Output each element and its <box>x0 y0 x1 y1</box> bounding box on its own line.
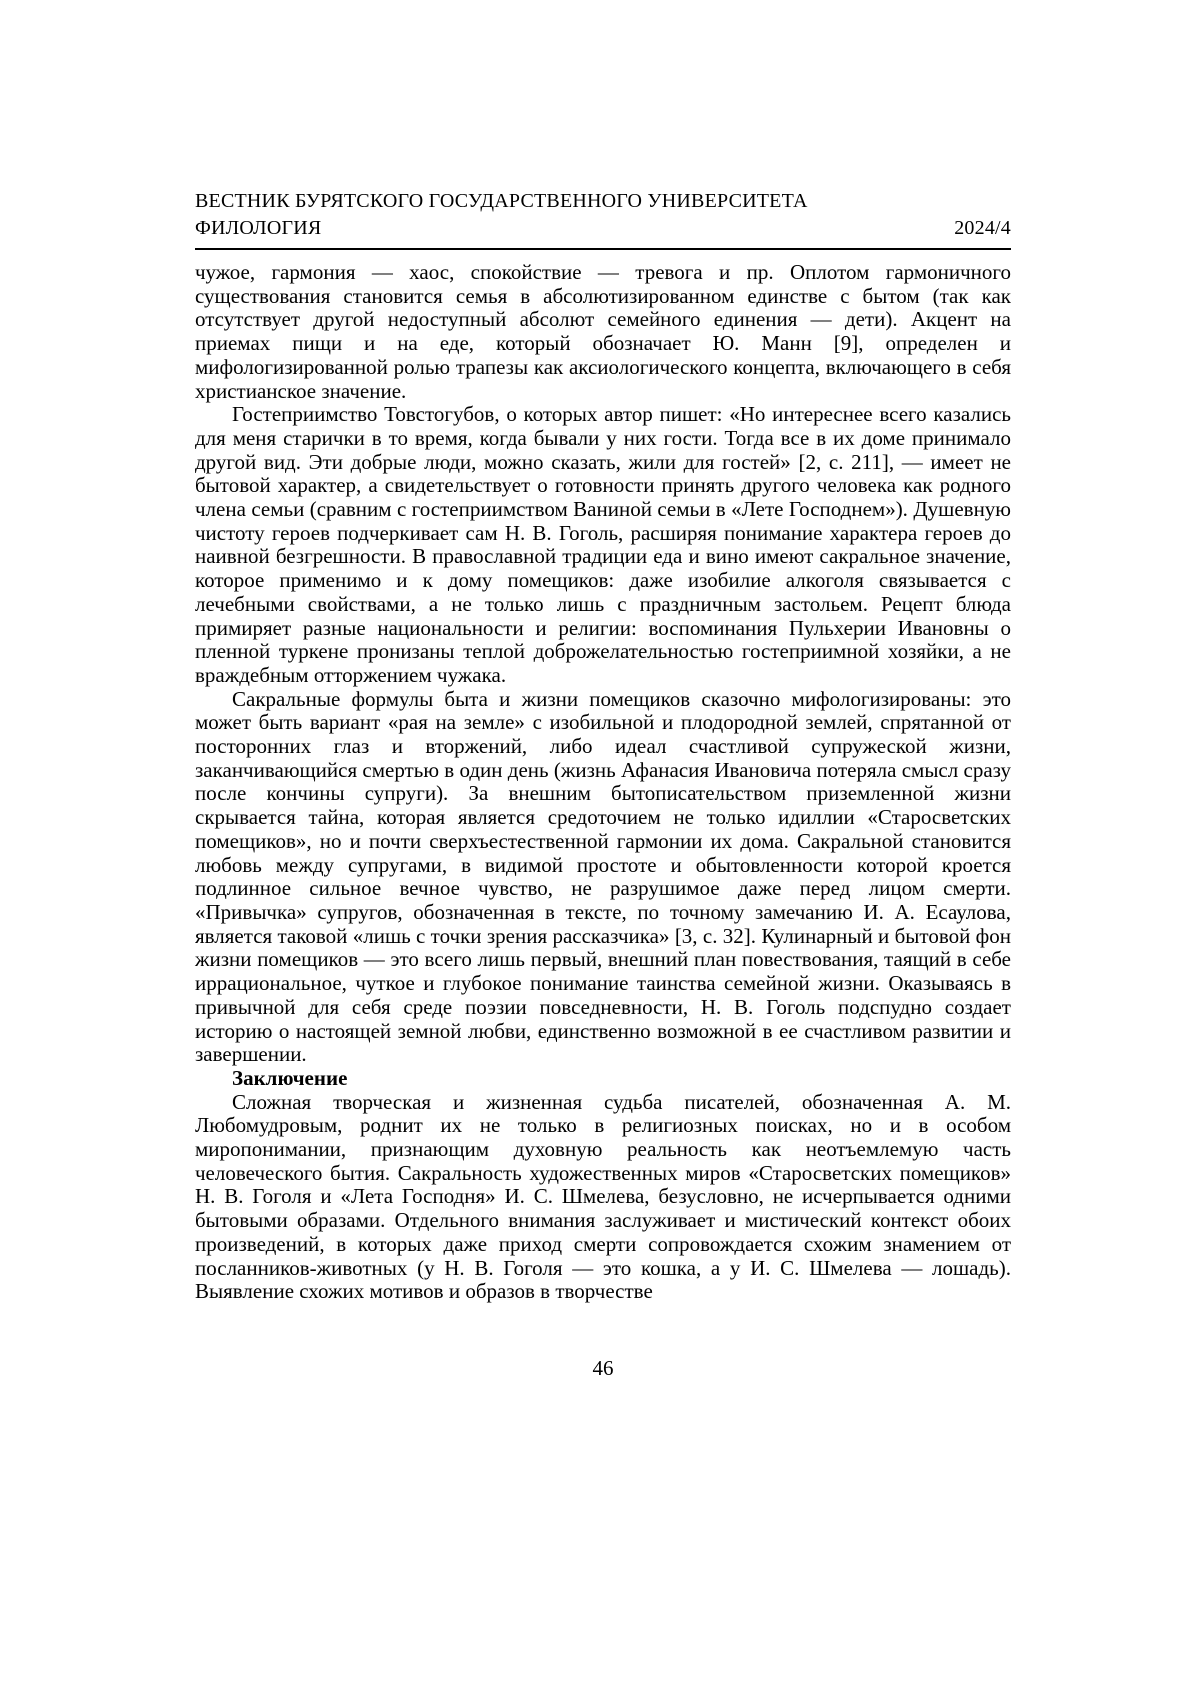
journal-title: ВЕСТНИК БУРЯТСКОГО ГОСУДАРСТВЕННОГО УНИВЕРСИТЕТА <box>195 190 808 212</box>
issue-number: 2024/4 <box>954 217 1011 239</box>
paragraph: Сложная творческая и жизненная судьба писателей, обозначенная А. М. Любомудровым, роднит их не только в религиозных поисках, но и в особом миропонимании, признающим духовную реальность как неотъемлемую часть человеческого бытия. Сакральность художественных миров «Старосветских помещиков» Н. В. Гоголя и «Лета Господня» И. С. Шмелева, безусловно, не исчерпывается одними бытовыми образами. Отдельного внимания заслуживает и мистический контекст обоих произведений, в которых даже приход смерти сопровождается схожим знамением от посланников-животных (у Н. В. Гоголя — это кошка, а у И. С. Шмелева — лошадь). Выявление схожих мотивов и образов в творчестве <box>195 1089 1011 1304</box>
page-number: 46 <box>592 1356 614 1380</box>
section-heading-conclusion: Заключение <box>232 1065 348 1090</box>
paragraph: Гостеприимство Товстогубов, о которых автор пишет: «Но интереснее всего казались для меня старички в то время, когда бывали у них гости. Тогда все в их доме принимало другой вид. Эти добрые люди, можно сказать, жили для гостей» [2, с. 211], — имеет не бытовой характер, а свидетельствует о готовности принять другого человека как родного члена семьи (сравним с гостеприимством Ваниной семьи в «Лете Господнем»). Душевную чистоту героев подчеркивает сам Н. В. Гоголь, расширяя понимание характера героев до наивной безгрешности. В православной традиции еда и вино имеют сакральное значение, которое применимо и к дому помещиков: даже изобилие алкоголя связывается с лечебными свойствами, а не только лишь с праздничным застольем. Рецепт блюда примиряет разные национальности и религии: воспоминания Пульхерии Ивановны о пленной туркене пронизаны теплой доброжелательностью гостеприимной хозяйки, а не враждебным отторжением чужака. <box>195 402 1011 687</box>
header-second-line <box>195 215 1011 242</box>
page-footer <box>195 1356 1011 1381</box>
journal-section: ФИЛОЛОГИЯ <box>195 217 322 239</box>
page-header <box>195 188 1011 250</box>
text-block <box>195 188 1011 1304</box>
article-body <box>195 261 1011 1304</box>
paragraph: чужое, гармония — хаос, спокойствие — тревога и пр. Оплотом гармоничного существования становится семья в абсолютизированном единстве с бытом (так как отсутствует другой недоступный абсолют семейного единения — дети). Акцент на приемах пищи и на еде, который обозначает Ю. Манн [9], определен и мифологизированной ролью трапезы как аксиологического концепта, включающего в себя христианское значение. <box>195 260 1011 403</box>
paragraph: Сакральные формулы быта и жизни помещиков сказочно мифологизированы: это может быть вариант «рая на земле» с изобильной и плодородной землей, спрятанной от посторонних глаз и вторжений, либо идеал счастливой супружеской жизни, заканчивающийся смертью в один день (жизнь Афанасия Ивановича потеряла смысл сразу после кончины супруги). За внешним бытописательством приземленной жизни скрывается тайна, которая является средоточием не только идиллии «Старосветских помещиков», но и почти сверхъестественной гармонии их дома. Сакральной становится любовь между супругами, в видимой простоте и обытовленности которой кроется подлинное сильное вечное чувство, не разрушимое даже перед лицом смерти. «Привычка» супругов, обозначенная в тексте, по точному замечанию И. А. Есаулова, является таковой «лишь с точки зрения рассказчика» [3, с. 32]. Кулинарный и бытовой фон жизни помещиков — это всего лишь первый, внешний план повествования, таящий в себе иррациональное, чуткое и глубокое понимание таинства семейной жизни. Оказываясь в привычной для себя среде поэзии повседневности, Н. В. Гоголь подспудно создает историю о настоящей земной любви, единственно возможной в ее счастливом развитии и завершении. <box>195 686 1011 1067</box>
header-divider <box>195 248 1011 250</box>
